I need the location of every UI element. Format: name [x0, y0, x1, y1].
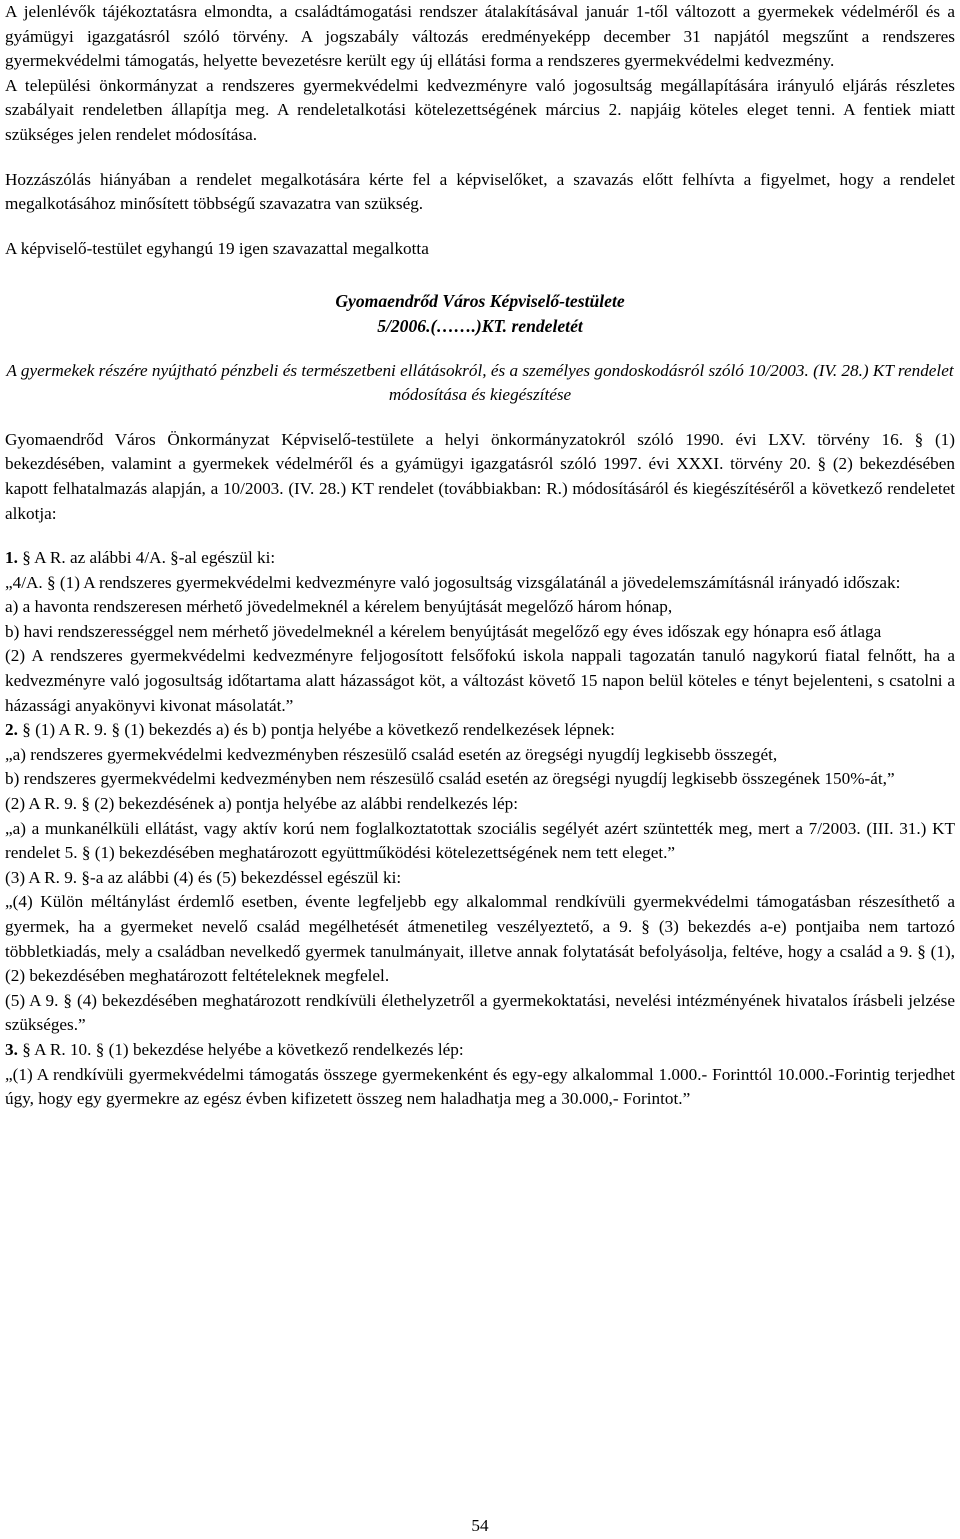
section-2-para-e: (3) A R. 9. §-a az alábbi (4) és (5) bekezdéssel egészül ki:: [5, 867, 402, 887]
preamble: Gyomaendrőd Város Önkormányzat Képviselő-testülete a helyi önkormányzatokról szóló 1990. évi LXV. törvény 16. § (1) bekezdésében, valamint a gyermekek védelméről és a gyámügyi igazgatásról szóló 1997. évi XXXI. törvény 20. § (2) bekezdésében kapott felhatalmazás alapján, a 10/2003. (IV. 28.) KT rendelet (továbbiakban: R.) módosításáról és kiegészítéséről a következő rendeletet alkotja:: [5, 429, 955, 523]
section-3-text: § A R. 10. § (1) bekezdése helyébe a következő rendelkezés lép:: [17, 1039, 464, 1059]
section-2-para-d: „a) a munkanélküli ellátást, vagy aktív korú nem foglalkoztatottak szociális segélyét azért szüntették meg, mert a 7/2003. (III. 31.) KT rendelet 5. § (1) bekezdésében meghatározott együttműködési kötelezettségének nem tett eleget.”: [5, 818, 955, 863]
section-2-para-f: „(4) Külön méltánylást érdemlő esetben, évente legfeljebb egy alkalommal rendkívüli gyermekvédelmi támogatásban részesíthető a gyermek, ha a gyermeket nevelő család megélhetését átmenetileg veszélyeztető, a 9. § (3) bekezdés a-e) pontjaiba nem tartozó többletkiadás, mely a családban nevelkedő gyermek tanulmányait, illetve annak folytatását befolyásolja, feltéve, hogy a család a 9. § (1), (2) bekezdésében meghatározott feltételeknek megfelel.: [5, 892, 955, 986]
section-2-text: § (1) A R. 9. § (1) bekezdés a) és b) pontja helyébe a következő rendelkezések lépnek:: [17, 720, 615, 740]
section-1-heading: [5, 546, 955, 571]
section-1-para-a: „4/A. § (1) A rendszeres gyermekvédelmi kedvezményre való jogosultság vizsgálatánál a jövedelemszámításnál irányadó időszak:: [5, 572, 901, 592]
intro-paragraph-3: Hozzászólás hiányában a rendelet megalkotására kérte fel a képviselőket, a szavazás előtt felhívta a figyelmet, hogy a rendelet megalkotásához minősített többségű szavazatra van szükség.: [5, 169, 955, 214]
section-1-para-d: (2) A rendszeres gyermekvédelmi kedvezményre feljogosított felsőfokú iskola nappali tagozatán tanuló nagykorú fiatal felnőtt, ha a kedvezményre való jogosultság időtartama alatt házasságot köt, a változást követő 15 napon belül köteles e tényt bejelenteni, s csatolni a házassági anyakönyvi kivonat másolatát.”: [5, 646, 955, 715]
section-2-number: 2.: [5, 720, 18, 740]
intro-paragraph-1: A jelenlévők tájékoztatásra elmondta, a családtámogatási rendszer átalakításával január 1-től változott a gyermekek védelméről és a gyámügyi igazgatásról szóló törvény. A jogszabály változás eredményeképp december 31 napjától megszűnt a rendszeres gyermekvédelmi támogatás, helyette bevezetésre került egy új ellátási forma a rendszeres gyermekvédelmi kedvezmény.: [5, 2, 955, 71]
heading-decree-number: 5/2006.(…….)KT. rendeletét: [377, 315, 583, 336]
section-2-para-c: (2) A R. 9. § (2) bekezdésének a) pontja helyébe az alábbi rendelkezés lép:: [5, 794, 519, 814]
section-2-heading: [5, 718, 955, 743]
section-2-para-g: (5) A 9. § (4) bekezdésében meghatározott rendkívüli élethelyzetről a gyermekoktatási, nevelési intézményének hivatalos írásbeli jelzése szükséges.”: [5, 990, 955, 1035]
section-3-para-a: „(1) A rendkívüli gyermekvédelmi támogatás összege gyermekenként és egy-egy alkalommal 1.000.- Forinttól 10.000.-Forintig terjedhet úgy, hogy egy gyermekre az egész évben kifizetett összeg nem haladhatja meg a 30.000,- Forintot.”: [5, 1064, 955, 1109]
section-2-para-b: b) rendszeres gyermekvédelmi kedvezményben nem részesülő család esetén az öregségi nyugdíj legkisebb összegének 150%-át,”: [5, 769, 895, 789]
intro-paragraph-2: A települési önkormányzat a rendszeres gyermekvédelmi kedvezményre való jogosultság megállapítására irányuló eljárás részletes szabályait rendeletben állapítja meg. A rendeletalkotási kötelezettségének március 2. napjáig köteles eleget tenni. A fentiek miatt szükséges jelen rendelet módosítása.: [5, 75, 955, 144]
heading-organization: Gyomaendrőd Város Képviselő-testülete: [335, 291, 625, 312]
page-number: 54: [471, 1516, 489, 1535]
section-2-para-a: „a) rendszeres gyermekvédelmi kedvezményben részesülő család esetén az öregségi nyugdíj legkisebb összegét,: [5, 744, 778, 764]
section-3-number: 3.: [5, 1039, 18, 1059]
section-1-para-c: b) havi rendszerességgel nem mérhető jövedelmeknél a kérelem benyújtását megelőző egy éves időszak egy hónapra eső átlaga: [5, 621, 882, 641]
decree-subtitle: A gyermekek részére nyújtható pénzbeli és természetbeni ellátásokról, és a személyes gondoskodásról szóló 10/2003. (IV. 28.) KT rendelet módosítása és kiegészítése: [6, 360, 954, 405]
section-1-number: 1.: [5, 548, 18, 568]
section-3-heading: [5, 1038, 955, 1063]
section-1-text: § A R. az alábbi 4/A. §-al egészül ki:: [17, 548, 276, 568]
intro-paragraph-4: A képviselő-testület egyhangú 19 igen szavazattal megalkotta: [5, 238, 429, 258]
document-page: [5, 0, 955, 1112]
section-1-para-b: a) a havonta rendszeresen mérhető jövedelmeknél a kérelem benyújtását megelőző három hónap,: [5, 597, 673, 617]
